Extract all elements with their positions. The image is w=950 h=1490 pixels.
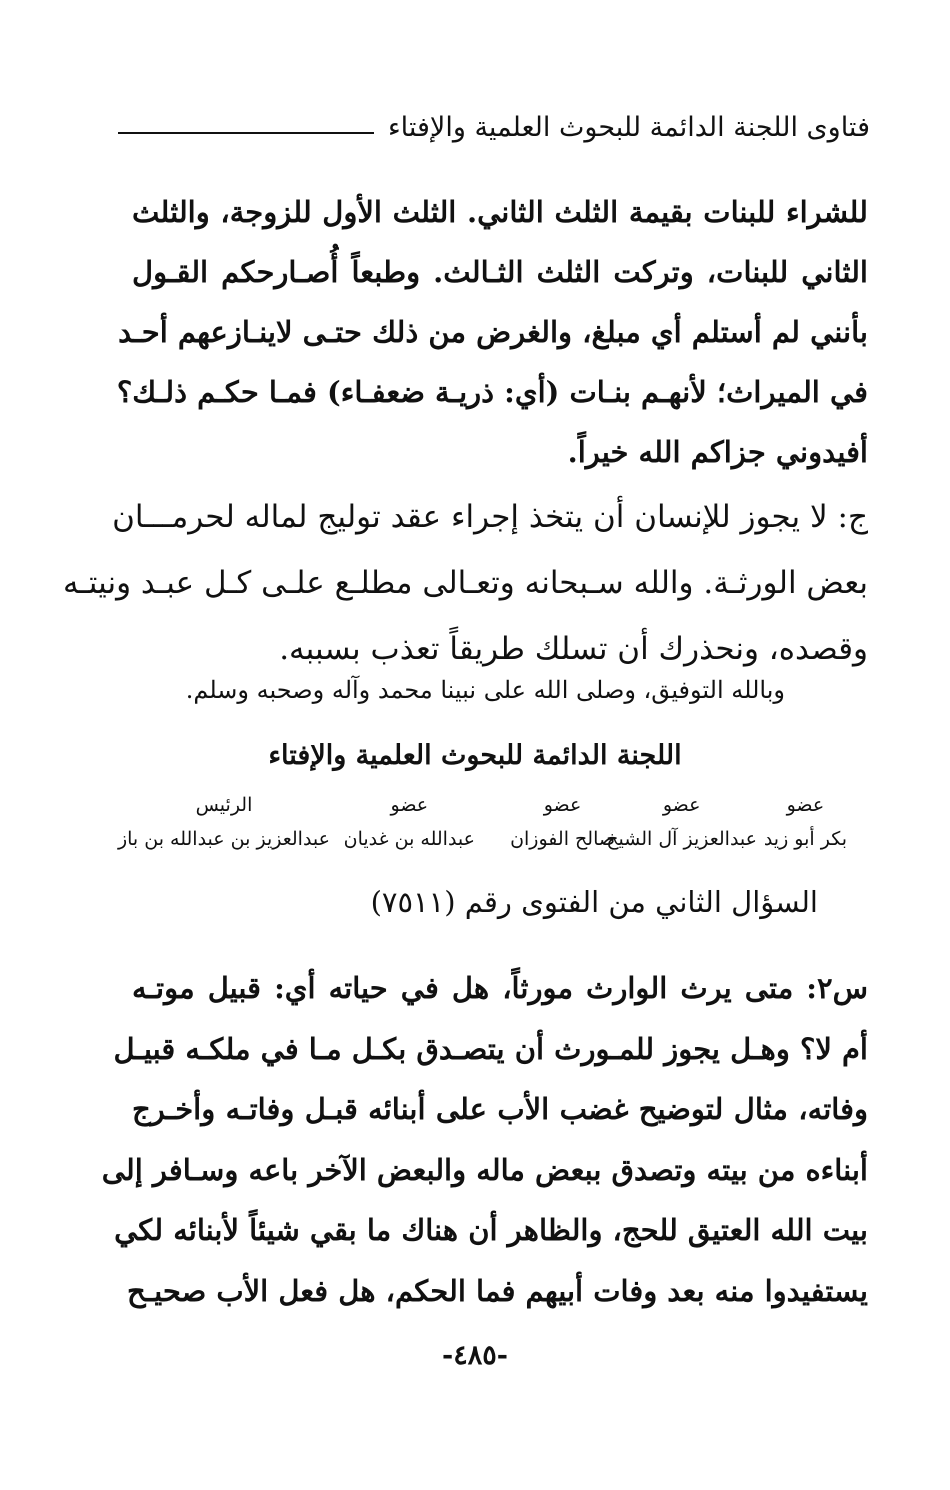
signatory-name: عبدالله بن غديان [343,828,475,850]
header-rule [118,132,374,134]
signatory-name: صالح الفوزان [510,828,615,850]
question-1-line: أفيدوني جزاكم الله خيراً. [567,435,868,469]
header-title: فتاوى اللجنة الدائمة للبحوث العلمية والإفتاء [387,112,870,143]
question-2-line: أم لا؟ وهـل يجوز للمـورث أن يتصـدق بكـل مـا في ملكـه قبيـل [113,1031,868,1066]
question-1-line: في الميراث؛ لأنهـم بنـات (أي: ذريـة ضعفـاء) فمـا حكـم ذلـك؟ [116,375,868,409]
question-2-line: وفاته، مثال لتوضيح غضب الأب على أبنائه قبـل وفاتـه وأخـرج [132,1092,868,1126]
question-2-line: أبناءه من بيته وتصدق ببعض ماله والبعض الآخر باعه وسـافر إلى [101,1152,868,1187]
question-1-continued [116,182,868,482]
question-2-line: بيت الله العتيق للحج، والظاهر أن هناك ما بقي شيئاً لأبنائه لكي [114,1213,868,1247]
signatory-role: عضو [543,794,582,816]
question-1-line: بأنني لم أستلم أي مبلغ، والغرض من ذلك حتـى لاينـازعهم أحـد [118,315,868,349]
question-1-line: الثاني للبنات، وتركت الثلث الثـالث. وطبعاً أُصـارحكم القـول [132,255,868,289]
signatory [764,794,847,850]
question-2-line: س٢: متى يرث الوارث مورثاً، هل في حياته أي: قبيل موتـه [132,971,868,1005]
running-header [118,112,870,143]
signatory-name: بكر أبو زيد [763,828,847,850]
question-2-line: يستفيدوا منه بعد وفات أبيهم فما الحكم، هل فعل الأب صحيـح [126,1273,868,1308]
question-2-heading: السؤال الثاني من الفتوى رقم (٧٥١١) [370,885,818,919]
signatory-role: عضو [662,794,701,816]
signatory-role: الرئيس [195,794,253,816]
signatory-role: عضو [390,794,429,816]
signatory [510,794,615,850]
committee-name: اللجنة الدائمة للبحوث العلمية والإفتاء [268,740,682,771]
signatory-role: عضو [786,794,825,816]
signatory-name: عبدالعزيز بن عبدالله بن باز [117,828,330,850]
signatory-name: عبدالعزيز آل الشيخ [606,828,757,850]
answer-1 [63,484,868,682]
question-1-line: للشراء للبنات بقيمة الثلث الثاني. الثلث الأول للزوجة، والثلث [132,195,868,229]
signatory [118,794,330,850]
answer-1-line: بعض الورثـة. والله سـبحانه وتعـالى مطلـع علـى كـل عبـد ونيتـه [63,565,868,601]
signatory [606,794,757,850]
answer-1-line: وقصده، ونحذرك أن تسلك طريقاً تعذب بسببه. [279,631,868,667]
question-2 [101,958,868,1321]
answer-1-line: ج: لا يجوز للإنسان أن يتخذ إجراء عقد توليج لماله لحرمـــان [112,499,868,535]
page-number: -٤٨٥- [442,1340,508,1371]
closing-prayer: وبالله التوفيق، وصلى الله على نبينا محمد وآله وصحبه وسلم. [185,676,785,704]
signatory [344,794,475,850]
